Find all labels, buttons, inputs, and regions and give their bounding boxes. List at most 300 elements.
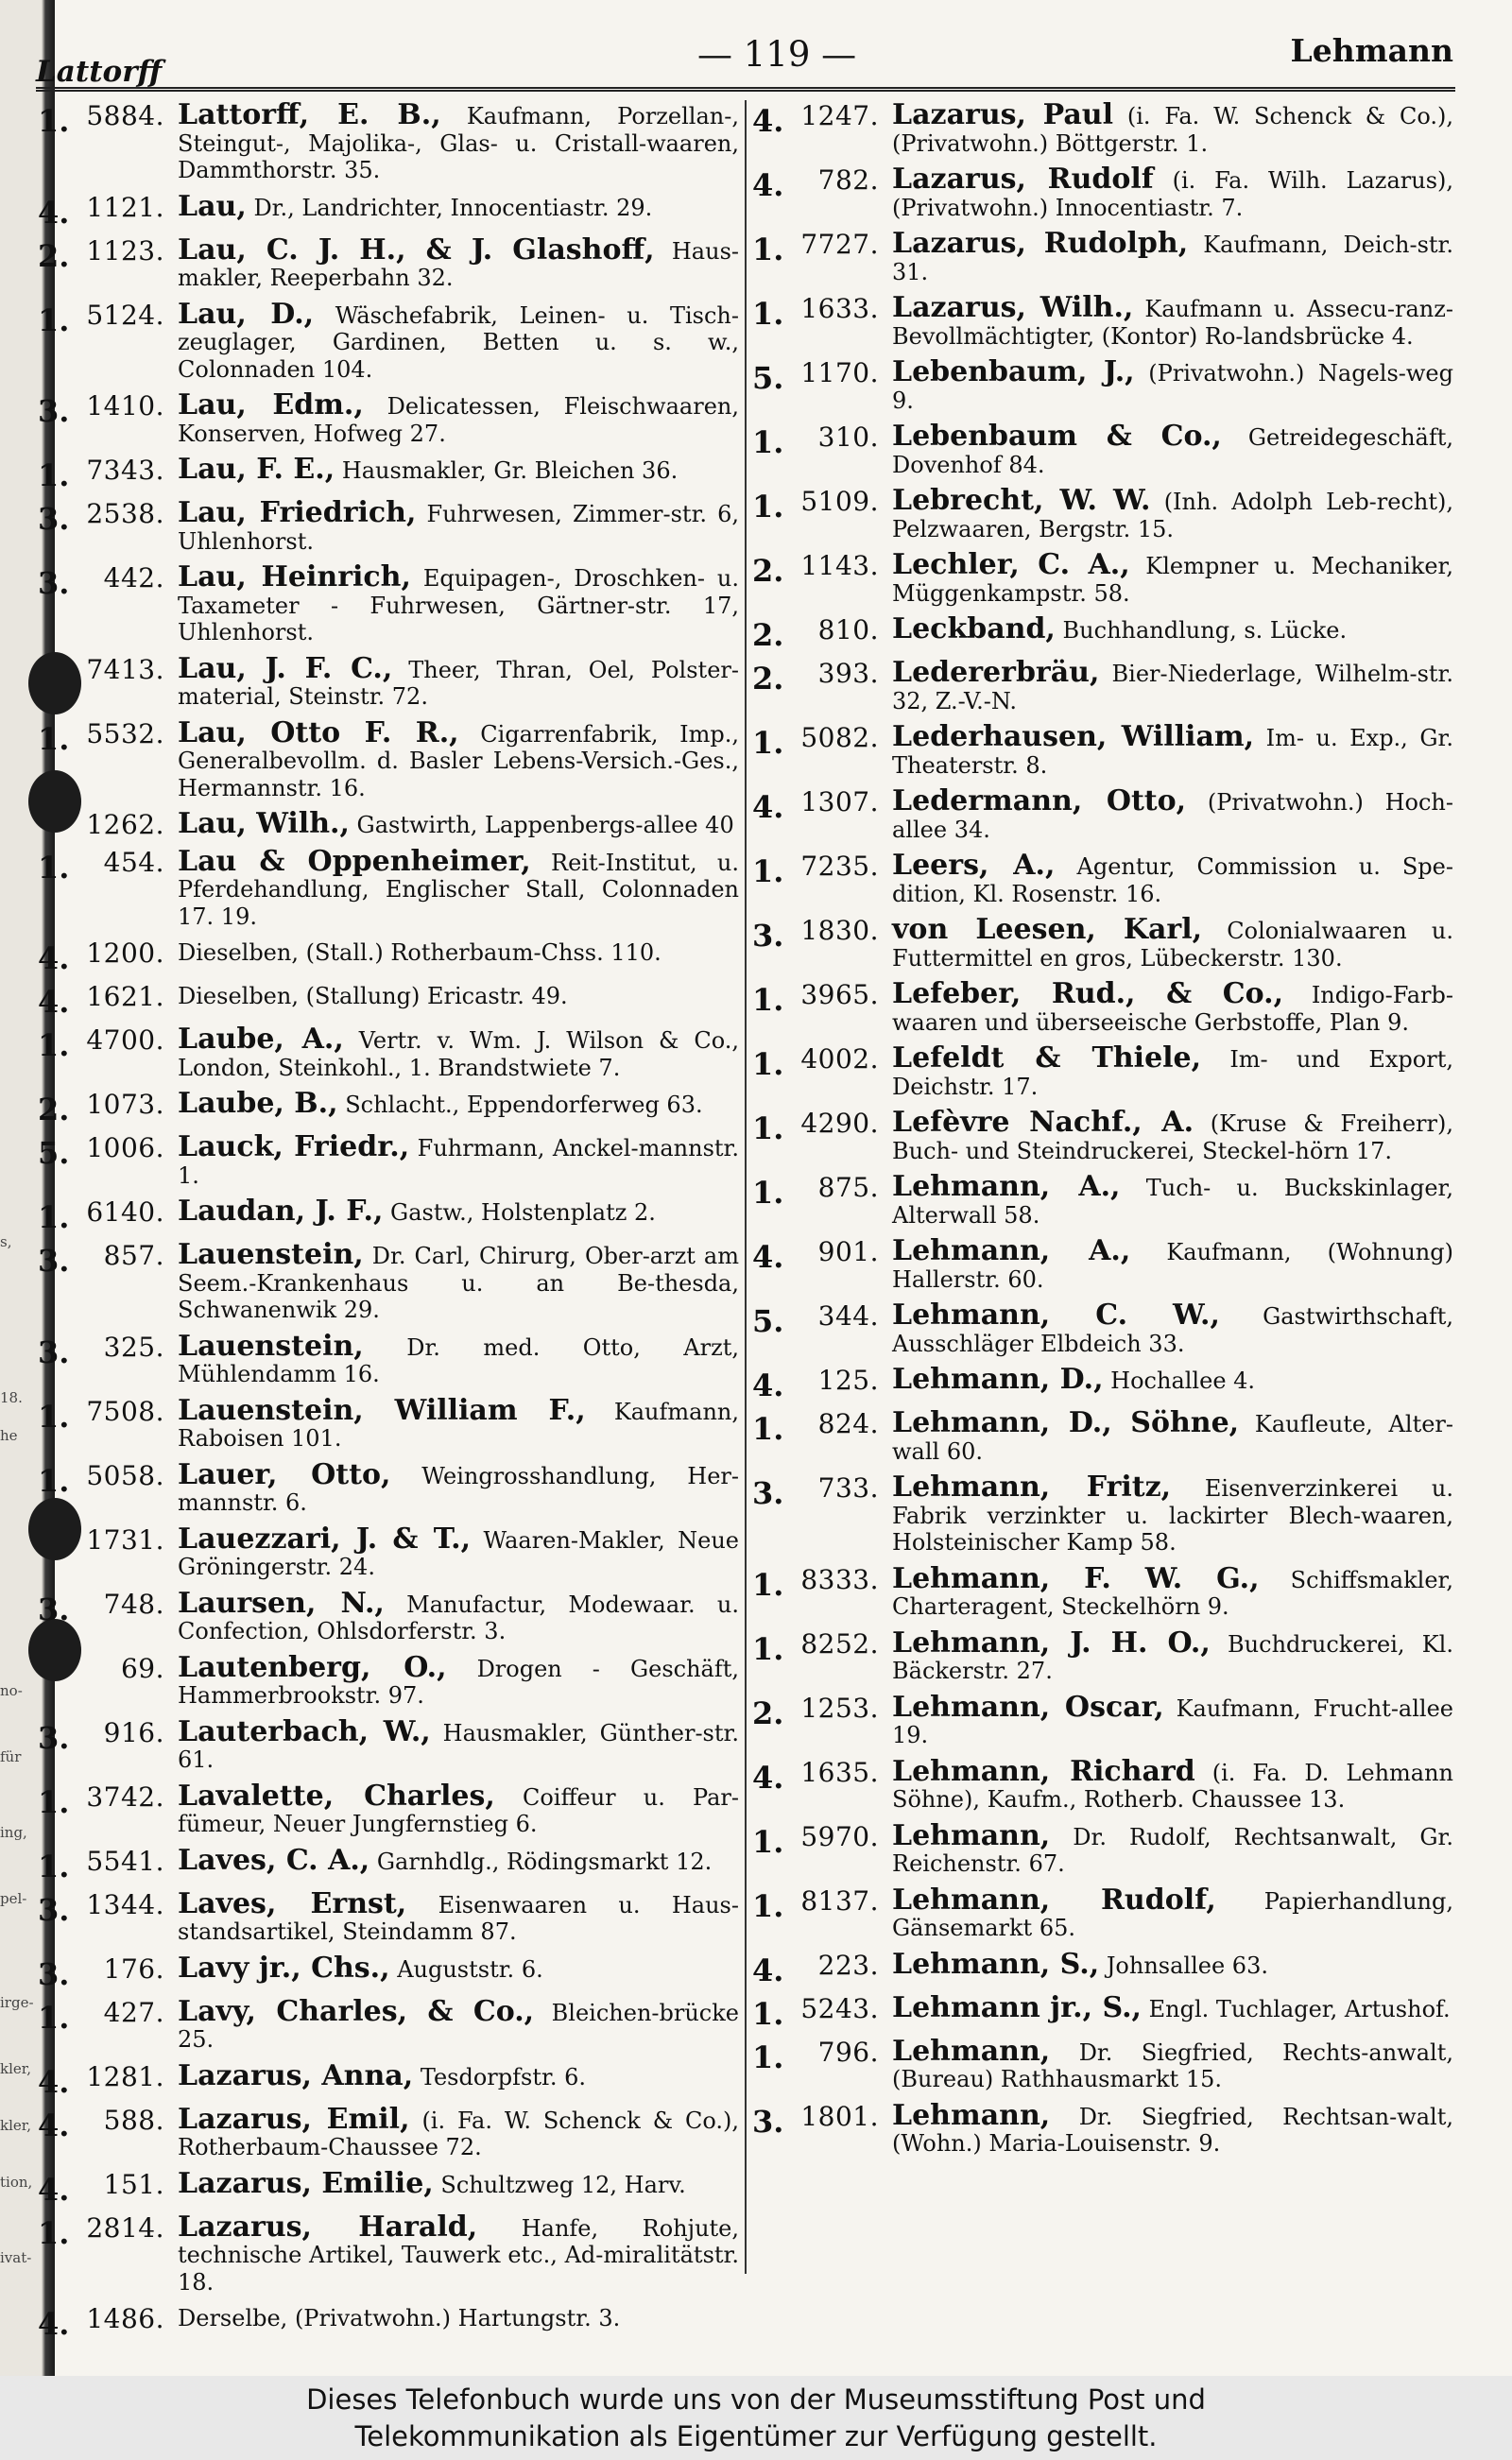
exchange-prefix: 1. [752, 1995, 784, 2032]
margin-fragment: ivat- [0, 2249, 32, 2266]
phone-number: 1307. [800, 786, 879, 817]
subscriber-name: Laves, C. A., [178, 1843, 370, 1877]
entry-details: Fuhrmann, Anckel-mannstr. 1. [178, 1135, 739, 1189]
subscriber-name: Lauterbach, W., [178, 1714, 431, 1748]
entry-details: Agentur, Commission u. Spe-dition, Kl. Rosenstr. 16. [892, 853, 1453, 907]
exchange-prefix [38, 1526, 70, 1530]
subscriber-name: Lau, C. J. H., & J. Glashoff, [178, 232, 655, 267]
subscriber-name: Lauenstein, William F., [178, 1393, 586, 1427]
entry-details: Im- u. Exp., Gr. Theaterstr. 8. [892, 725, 1453, 779]
exchange-prefix: 1. [38, 849, 70, 886]
margin-fragment: no- [0, 1682, 23, 1699]
exchange-prefix: 3. [38, 1333, 70, 1370]
exchange-prefix: 1. [38, 720, 70, 757]
entry-details: Eisenverzinkerei u. Fabrik verzinkter u. lackirter Blech-waaren, Holsteinischer Kamp 58. [892, 1475, 1453, 1556]
phone-number: 1247. [800, 100, 879, 131]
exchange-prefix: 3. [38, 1891, 70, 1928]
entry-details: Buchhandlung, s. Lücke. [1062, 617, 1348, 644]
exchange-prefix: 1. [38, 1783, 70, 1820]
exchange-prefix: 1. [752, 232, 784, 267]
directory-entry [752, 1406, 1453, 1465]
entry-details: Schiffsmakler, Charteragent, Steckelhörn 9. [892, 1566, 1453, 1620]
entry-details: (i. Fa. D. Lehmann Söhne), Kaufm., Rotherb. Chaussee 13. [892, 1759, 1454, 1813]
phone-number: 325. [103, 1331, 164, 1363]
phone-number: 1006. [86, 1132, 164, 1163]
phone-number: 8137. [800, 1884, 879, 1917]
entry-body [178, 1951, 739, 1985]
subscriber-name: Lau, D., [178, 297, 315, 331]
phone-number: 2538. [86, 498, 164, 529]
entry-details: Kaufmann, Deich-str. 31. [892, 232, 1453, 285]
subscriber-name: Lau, F. E., [178, 453, 335, 486]
exchange-prefix: 1. [38, 2214, 70, 2251]
entry-details: Tesdorpfstr. 6. [420, 2063, 586, 2090]
entry-details: Bleichen-brücke 25. [178, 1999, 739, 2053]
entry-details: Im- und Export, Deichstr. 17. [892, 1046, 1453, 1100]
subscriber-name: Lehmann, Richard [892, 1754, 1195, 1788]
subscriber-name: Lauck, Friedr., [178, 1130, 410, 1163]
entry-body [892, 1471, 1453, 1557]
entry-body [178, 1779, 739, 1838]
exchange-prefix: 4. [38, 194, 70, 231]
subscriber-name: Ledererbräu, [892, 656, 1100, 689]
subscriber-name: Lehmann, J. H. O., [892, 1626, 1211, 1660]
entry-details: Wäschefabrik, Leinen- u. Tisch-zeuglager, Gardinen, Betten u. s. w., Colonnaden 104. [178, 301, 739, 383]
entry-details: (i. Fa. W. Schenck & Co.), Rotherbaum-Chaussee 72. [178, 2107, 740, 2160]
subscriber-name: Lauer, Otto, [178, 1457, 391, 1491]
phone-number: 1143. [800, 550, 879, 581]
subscriber-name: Lehmann, S., [892, 1947, 1100, 1981]
entry-body [178, 807, 739, 840]
phone-number: 1123. [86, 234, 164, 267]
entry-details: Delicatessen, Fleischwaaren, Konserven, Hofweg 27. [178, 393, 739, 447]
directory-entry [38, 807, 739, 840]
entry-body [892, 1041, 1453, 1100]
subscriber-name: Leckband, [892, 612, 1056, 645]
phone-number: 7235. [800, 851, 879, 882]
subscriber-name: Laube, B., [178, 1087, 338, 1120]
entry-details: Theer, Thran, Oel, Polster-material, Steinstr. 72. [178, 656, 739, 710]
directory-entry [752, 420, 1453, 478]
entry-details: Dieselben, (Stallung) Ericastr. 49. [178, 983, 568, 1009]
entry-body [178, 1522, 739, 1581]
entry-details: Dr. Rudolf, Rechtsanwalt, Gr. Reichenstr. 67. [892, 1823, 1453, 1877]
directory-entry [38, 844, 739, 931]
phone-number: 1801. [800, 2100, 879, 2132]
margin-fragment: he [0, 1427, 18, 1444]
exchange-prefix: 3. [752, 918, 784, 954]
phone-number: 393. [817, 658, 879, 689]
directory-entry [38, 1393, 739, 1453]
phone-number: 1262. [86, 809, 164, 840]
directory-entry [752, 291, 1453, 350]
subscriber-name: Lehmann jr., S., [892, 1990, 1142, 2024]
exchange-prefix: 1. [752, 489, 784, 525]
exchange-prefix: 3. [752, 2103, 784, 2140]
exchange-prefix: 1. [752, 1411, 784, 1447]
phone-number: 824. [817, 1408, 879, 1439]
exchange-prefix: 4. [38, 984, 70, 1020]
phone-number: 1121. [86, 191, 164, 223]
exchange-prefix: 4. [752, 1952, 784, 1988]
phone-number: 1410. [86, 390, 164, 421]
subscriber-name: Lazarus, Rudolf [892, 163, 1154, 196]
exchange-prefix: 1. [752, 1566, 784, 1603]
directory-entry [38, 1886, 739, 1946]
footer-line-2: Telekommunikation als Eigentümer zur Verfügung gestellt. [354, 2420, 1158, 2452]
subscriber-name: Lazarus, Anna, [178, 2058, 414, 2092]
entry-details: Eisenwaaren u. Haus-standsartikel, Steindamm 87. [178, 1891, 739, 1945]
directory-entry [38, 1195, 739, 1235]
phone-number: 8333. [800, 1563, 879, 1595]
entry-body [178, 983, 739, 1010]
directory-entry [752, 2034, 1453, 2093]
directory-entry [752, 1170, 1453, 1229]
entry-details: Kaufmann, Porzellan-, Steingut-, Majolika-, Glas- u. Cristall-waaren, Dammthorstr. 35. [178, 103, 739, 183]
exchange-prefix: 2. [752, 1694, 784, 1731]
directory-entry [38, 98, 739, 184]
exchange-prefix: 1. [752, 1175, 784, 1211]
directory-entry [38, 1779, 739, 1838]
subscriber-name: von Leesen, Karl, [892, 913, 1203, 946]
subscriber-name: Lechler, C. A., [892, 548, 1130, 581]
entry-body [892, 163, 1453, 221]
entry-body [892, 2034, 1453, 2093]
exchange-prefix: 5. [752, 1303, 784, 1339]
subscriber-name: Lau, J. F. C., [178, 651, 393, 685]
subscriber-name: Lazarus, Emilie, [178, 2166, 434, 2200]
subscriber-name: Lefèvre Nachf., A. [892, 1106, 1194, 1139]
exchange-prefix [38, 656, 70, 660]
entry-body [892, 913, 1453, 972]
phone-number: 3965. [800, 979, 879, 1010]
directory-entry [38, 1951, 739, 1992]
phone-number: 875. [817, 1172, 879, 1203]
directory-entry [752, 227, 1453, 285]
exchange-prefix: 1. [38, 1848, 70, 1884]
entry-body [892, 784, 1453, 843]
entry-body [892, 98, 1453, 157]
directory-entry [38, 981, 739, 1020]
exchange-prefix: 4. [752, 167, 784, 203]
subscriber-name: Lehmann, Rudolf, [892, 1883, 1216, 1917]
subscriber-name: Lazarus, Emil, [178, 2102, 410, 2136]
entry-body [892, 291, 1453, 350]
entry-body [892, 1106, 1453, 1164]
phone-number: 1486. [86, 2303, 164, 2334]
entry-details: Equipagen-, Droschken- u. Taxameter - Fuhrwesen, Gärtner-str. 17, Uhlenhorst. [178, 565, 739, 645]
subscriber-name: Lehmann, A., [892, 1170, 1121, 1203]
entry-details: Dr. med. Otto, Arzt, Mühlendamm 16. [178, 1333, 739, 1387]
entry-body [178, 1087, 739, 1120]
entry-body [178, 1023, 739, 1081]
entry-details: Manufactur, Modewaar. u. Confection, Ohlsdorferstr. 3. [178, 1591, 739, 1644]
directory-entry [752, 720, 1453, 779]
exchange-prefix: 3. [38, 1591, 70, 1627]
directory-entry [38, 938, 739, 976]
phone-number: 1621. [86, 981, 164, 1012]
margin-fragment: kler, [0, 2117, 32, 2134]
subscriber-name: Lazarus, Rudolph, [892, 227, 1189, 260]
exchange-prefix [38, 1655, 70, 1659]
directory-entry [38, 1087, 739, 1127]
subscriber-name: Laursen, N., [178, 1586, 385, 1620]
subscriber-name: Lehmann, D., [892, 1363, 1104, 1396]
directory-entry [752, 2098, 1453, 2158]
phone-number: 1635. [800, 1756, 879, 1788]
exchange-prefix: 1. [752, 1887, 784, 1924]
entry-body [178, 715, 739, 802]
exchange-prefix: 1. [38, 1999, 70, 2036]
exchange-prefix: 1. [752, 1630, 784, 1667]
directory-entry [752, 1234, 1453, 1293]
exchange-prefix [38, 811, 70, 815]
subscriber-name: Lazarus, Wilh., [892, 291, 1134, 324]
column-divider [745, 100, 747, 2274]
header-rule [36, 87, 1455, 92]
phone-number: 5243. [800, 1992, 879, 2024]
entry-body [178, 2166, 739, 2200]
subscriber-name: Lehmann, Oscar, [892, 1690, 1164, 1724]
left-column [38, 98, 740, 2348]
entry-body [178, 1994, 739, 2054]
entry-body [892, 1299, 1453, 1357]
entry-body [892, 1363, 1453, 1396]
entry-body [892, 355, 1453, 414]
margin-fragment: für [0, 1748, 22, 1765]
phone-number: 223. [817, 1949, 879, 1981]
entry-body [892, 1990, 1453, 2024]
directory-entry [752, 484, 1453, 542]
exchange-prefix: 5. [38, 1135, 70, 1171]
exchange-prefix: 1. [38, 301, 70, 338]
exchange-prefix: 3. [38, 393, 70, 429]
margin-fragment: pel- [0, 1890, 27, 1907]
entry-details: Colonialwaaren u. Futtermittel en gros, Lübeckerstr. 130. [892, 918, 1453, 972]
subscriber-name: Lautenberg, O., [178, 1650, 447, 1684]
entry-details: Schultzweg 12, Harv. [440, 2171, 686, 2198]
exchange-prefix: 1. [752, 1823, 784, 1860]
phone-number: 5532. [86, 717, 164, 749]
phone-number: 2814. [86, 2211, 164, 2244]
entry-details: (Kruse & Freiherr), Buch- und Steindruckerei, Steckel-hörn 17. [892, 1110, 1453, 1164]
entry-details: Fuhrwesen, Zimmer-str. 6, Uhlenhorst. [178, 501, 739, 555]
entry-body [178, 98, 739, 184]
exchange-prefix: 1. [752, 296, 784, 332]
subscriber-name: Lavy jr., Chs., [178, 1951, 390, 1985]
subscriber-name: Lebenbaum, J., [892, 355, 1135, 388]
subscriber-name: Lebenbaum & Co., [892, 420, 1222, 453]
entry-details: Johnsallee 63. [1106, 1952, 1268, 1979]
exchange-prefix: 1. [38, 1462, 70, 1499]
directory-entry [752, 1471, 1453, 1557]
exchange-prefix: 4. [38, 2171, 70, 2208]
subscriber-name: Lau, Wilh., [178, 807, 350, 840]
directory-entry [38, 1714, 739, 1774]
directory-entry [38, 2058, 739, 2100]
phone-number: 5541. [86, 1845, 164, 1877]
entry-details: Weingrosshandlung, Her-mannstr. 6. [178, 1462, 739, 1516]
entry-details: (Privatwohn.) Hoch-allee 34. [892, 789, 1453, 843]
entry-body [178, 297, 739, 384]
directory-entry [752, 1990, 1453, 2032]
phone-number: 5884. [86, 100, 164, 131]
directory-entry [38, 2102, 740, 2161]
phone-number: 151. [103, 2168, 164, 2200]
directory-entry [38, 2210, 739, 2297]
entry-body [178, 388, 739, 447]
directory-entry [752, 98, 1453, 157]
subscriber-name: Lefeber, Rud., & Co., [892, 977, 1284, 1010]
entry-body [178, 2210, 739, 2297]
entry-details: Vertr. v. Wm. J. Wilson & Co., London, Steinkohl., 1. Brandstwiete 7. [178, 1027, 739, 1081]
exchange-prefix: 2. [752, 617, 784, 653]
phone-number: 7413. [86, 653, 164, 685]
entry-body [892, 1406, 1453, 1465]
exchange-prefix: 4. [752, 1239, 784, 1275]
phone-number: 5970. [800, 1820, 879, 1852]
entry-details: Engl. Tuchlager, Artushof. [1148, 1995, 1451, 2022]
exchange-prefix: 4. [38, 940, 70, 976]
entry-details: (i. Fa. W. Schenck & Co.), (Privatwohn.) Böttgerstr. 1. [892, 103, 1453, 157]
exchange-prefix: 1. [38, 103, 70, 139]
entry-details: Bier-Niederlage, Wilhelm-str. 32, Z.-V.-N. [892, 661, 1453, 714]
phone-number: 3742. [86, 1780, 164, 1813]
entry-details: (Inh. Adolph Leb-recht), Pelzwaaren, Bergstr. 15. [892, 489, 1453, 542]
subscriber-name: Lau, Otto F. R., [178, 715, 459, 749]
phone-number: 1830. [800, 915, 879, 946]
entry-body [892, 720, 1453, 779]
exchange-prefix: 5. [752, 360, 784, 396]
directory-entry [38, 496, 739, 555]
phone-number: 4002. [800, 1043, 879, 1075]
subscriber-name: Lehmann, [892, 2098, 1051, 2132]
exchange-prefix: 2. [38, 237, 70, 274]
subscriber-name: Laube, A., [178, 1023, 344, 1056]
phone-number: 8252. [800, 1627, 879, 1660]
subscriber-name: Lederhausen, William, [892, 720, 1255, 753]
entry-body [178, 1586, 739, 1645]
phone-number: 4290. [800, 1108, 879, 1139]
entry-details: Hausmakler, Günther-str. 61. [178, 1719, 739, 1773]
entry-details: Hanfe, Rohjute, technische Artikel, Tauwerk etc., Ad-miralitätstr. 18. [178, 2214, 739, 2296]
page-number: — 119 — [697, 34, 857, 75]
entry-body [892, 1818, 1453, 1878]
entry-details: Kaufleute, Alter-wall 60. [892, 1411, 1453, 1465]
entry-body [892, 977, 1453, 1036]
exchange-prefix: 3. [38, 1955, 70, 1992]
entry-body [178, 844, 739, 931]
directory-entry [38, 1130, 739, 1189]
subscriber-name: Lavy, Charles, & Co., [178, 1994, 535, 2028]
subscriber-name: Lehmann, C. W., [892, 1299, 1220, 1332]
exchange-prefix: 3. [38, 1719, 70, 1756]
entry-body [892, 1883, 1453, 1942]
subscriber-name: Lehmann, Fritz, [892, 1471, 1172, 1504]
entry-body [178, 1714, 739, 1774]
entry-details: Haus-makler, Reeperbahn 32. [178, 237, 739, 291]
directory-entry [752, 1754, 1454, 1814]
entry-details: Schlacht., Eppendorferweg 63. [345, 1092, 703, 1118]
phone-number: 4700. [86, 1024, 164, 1056]
exchange-prefix: 3. [752, 1475, 784, 1511]
entry-body [892, 1626, 1453, 1685]
directory-entry [38, 232, 739, 292]
entry-body [178, 1650, 739, 1710]
entry-body [178, 2305, 739, 2332]
phone-number: 5109. [800, 486, 879, 517]
subscriber-name: Lavalette, Charles, [178, 1779, 495, 1813]
entry-details: Gastwirth, Lappenbergs-allee 40 [356, 812, 734, 838]
subscriber-name: Lazarus, Harald, [178, 2210, 478, 2244]
entry-body [892, 1561, 1453, 1621]
entry-body [892, 2098, 1453, 2158]
phone-number: 442. [103, 562, 164, 593]
entry-body [892, 849, 1453, 907]
directory-entry [38, 297, 739, 384]
exchange-prefix: 3. [38, 1243, 70, 1279]
entry-details: Kaufmann u. Assecu-ranz-Bevollmächtigter, (Kontor) Ro-landsbrücke 4. [892, 296, 1453, 350]
subscriber-name: Lau, [178, 189, 247, 223]
entry-body [892, 548, 1453, 607]
right-column [752, 98, 1454, 2167]
entry-details: Klempner u. Mechaniker, Müggenkampstr. 58. [892, 553, 1453, 607]
exchange-prefix: 3. [38, 501, 70, 537]
entry-body [892, 1170, 1453, 1229]
entry-body [178, 496, 739, 555]
subscriber-name: Lehmann, [892, 2034, 1051, 2068]
entry-body [892, 1947, 1453, 1981]
subscriber-name: Lehmann, F. W. G., [892, 1561, 1260, 1595]
phone-number: 7508. [86, 1395, 164, 1427]
directory-entry [752, 1041, 1453, 1100]
entry-details: Dr. Siegfried, Rechts-anwalt, (Bureau) Rathhausmarkt 15. [892, 2039, 1453, 2092]
phone-number: 1073. [86, 1089, 164, 1120]
exchange-prefix: 4. [752, 789, 784, 825]
directory-entry [752, 977, 1453, 1036]
entry-body [178, 1393, 739, 1453]
entry-body [178, 1457, 739, 1517]
entry-body [892, 612, 1453, 645]
directory-entry [38, 1023, 739, 1081]
margin-fragment: ing, [0, 1824, 27, 1841]
directory-entry [752, 1561, 1453, 1621]
subscriber-name: Ledermann, Otto, [892, 784, 1187, 817]
exchange-prefix: 4. [38, 2107, 70, 2143]
directory-entry [38, 1329, 739, 1388]
phone-number: 176. [103, 1953, 164, 1985]
exchange-prefix: 4. [38, 2306, 70, 2342]
exchange-prefix: 1. [752, 853, 784, 889]
directory-entry [38, 1522, 739, 1581]
entry-body [892, 1690, 1453, 1749]
phone-number: 810. [817, 614, 879, 645]
entry-details: Drogen - Geschäft, Hammerbrookstr. 97. [178, 1655, 739, 1709]
phone-number: 588. [103, 2104, 164, 2136]
entry-body [178, 560, 739, 646]
entry-body [892, 1754, 1454, 1814]
directory-entry [38, 2303, 739, 2342]
entry-body [178, 1238, 739, 1324]
entry-details: Kaufmann, (Wohnung) Hallerstr. 60. [892, 1239, 1453, 1293]
phone-number: 69. [120, 1652, 164, 1684]
phone-number: 782. [817, 164, 879, 196]
header-right-keyword: Lehmann [1290, 32, 1453, 69]
entry-body [178, 1195, 739, 1228]
entry-details: Indigo-Farb-waaren und überseeische Gerbstoffe, Plan 9. [892, 982, 1453, 1036]
subscriber-name: Lauenstein, [178, 1238, 364, 1271]
directory-entry [38, 560, 739, 646]
